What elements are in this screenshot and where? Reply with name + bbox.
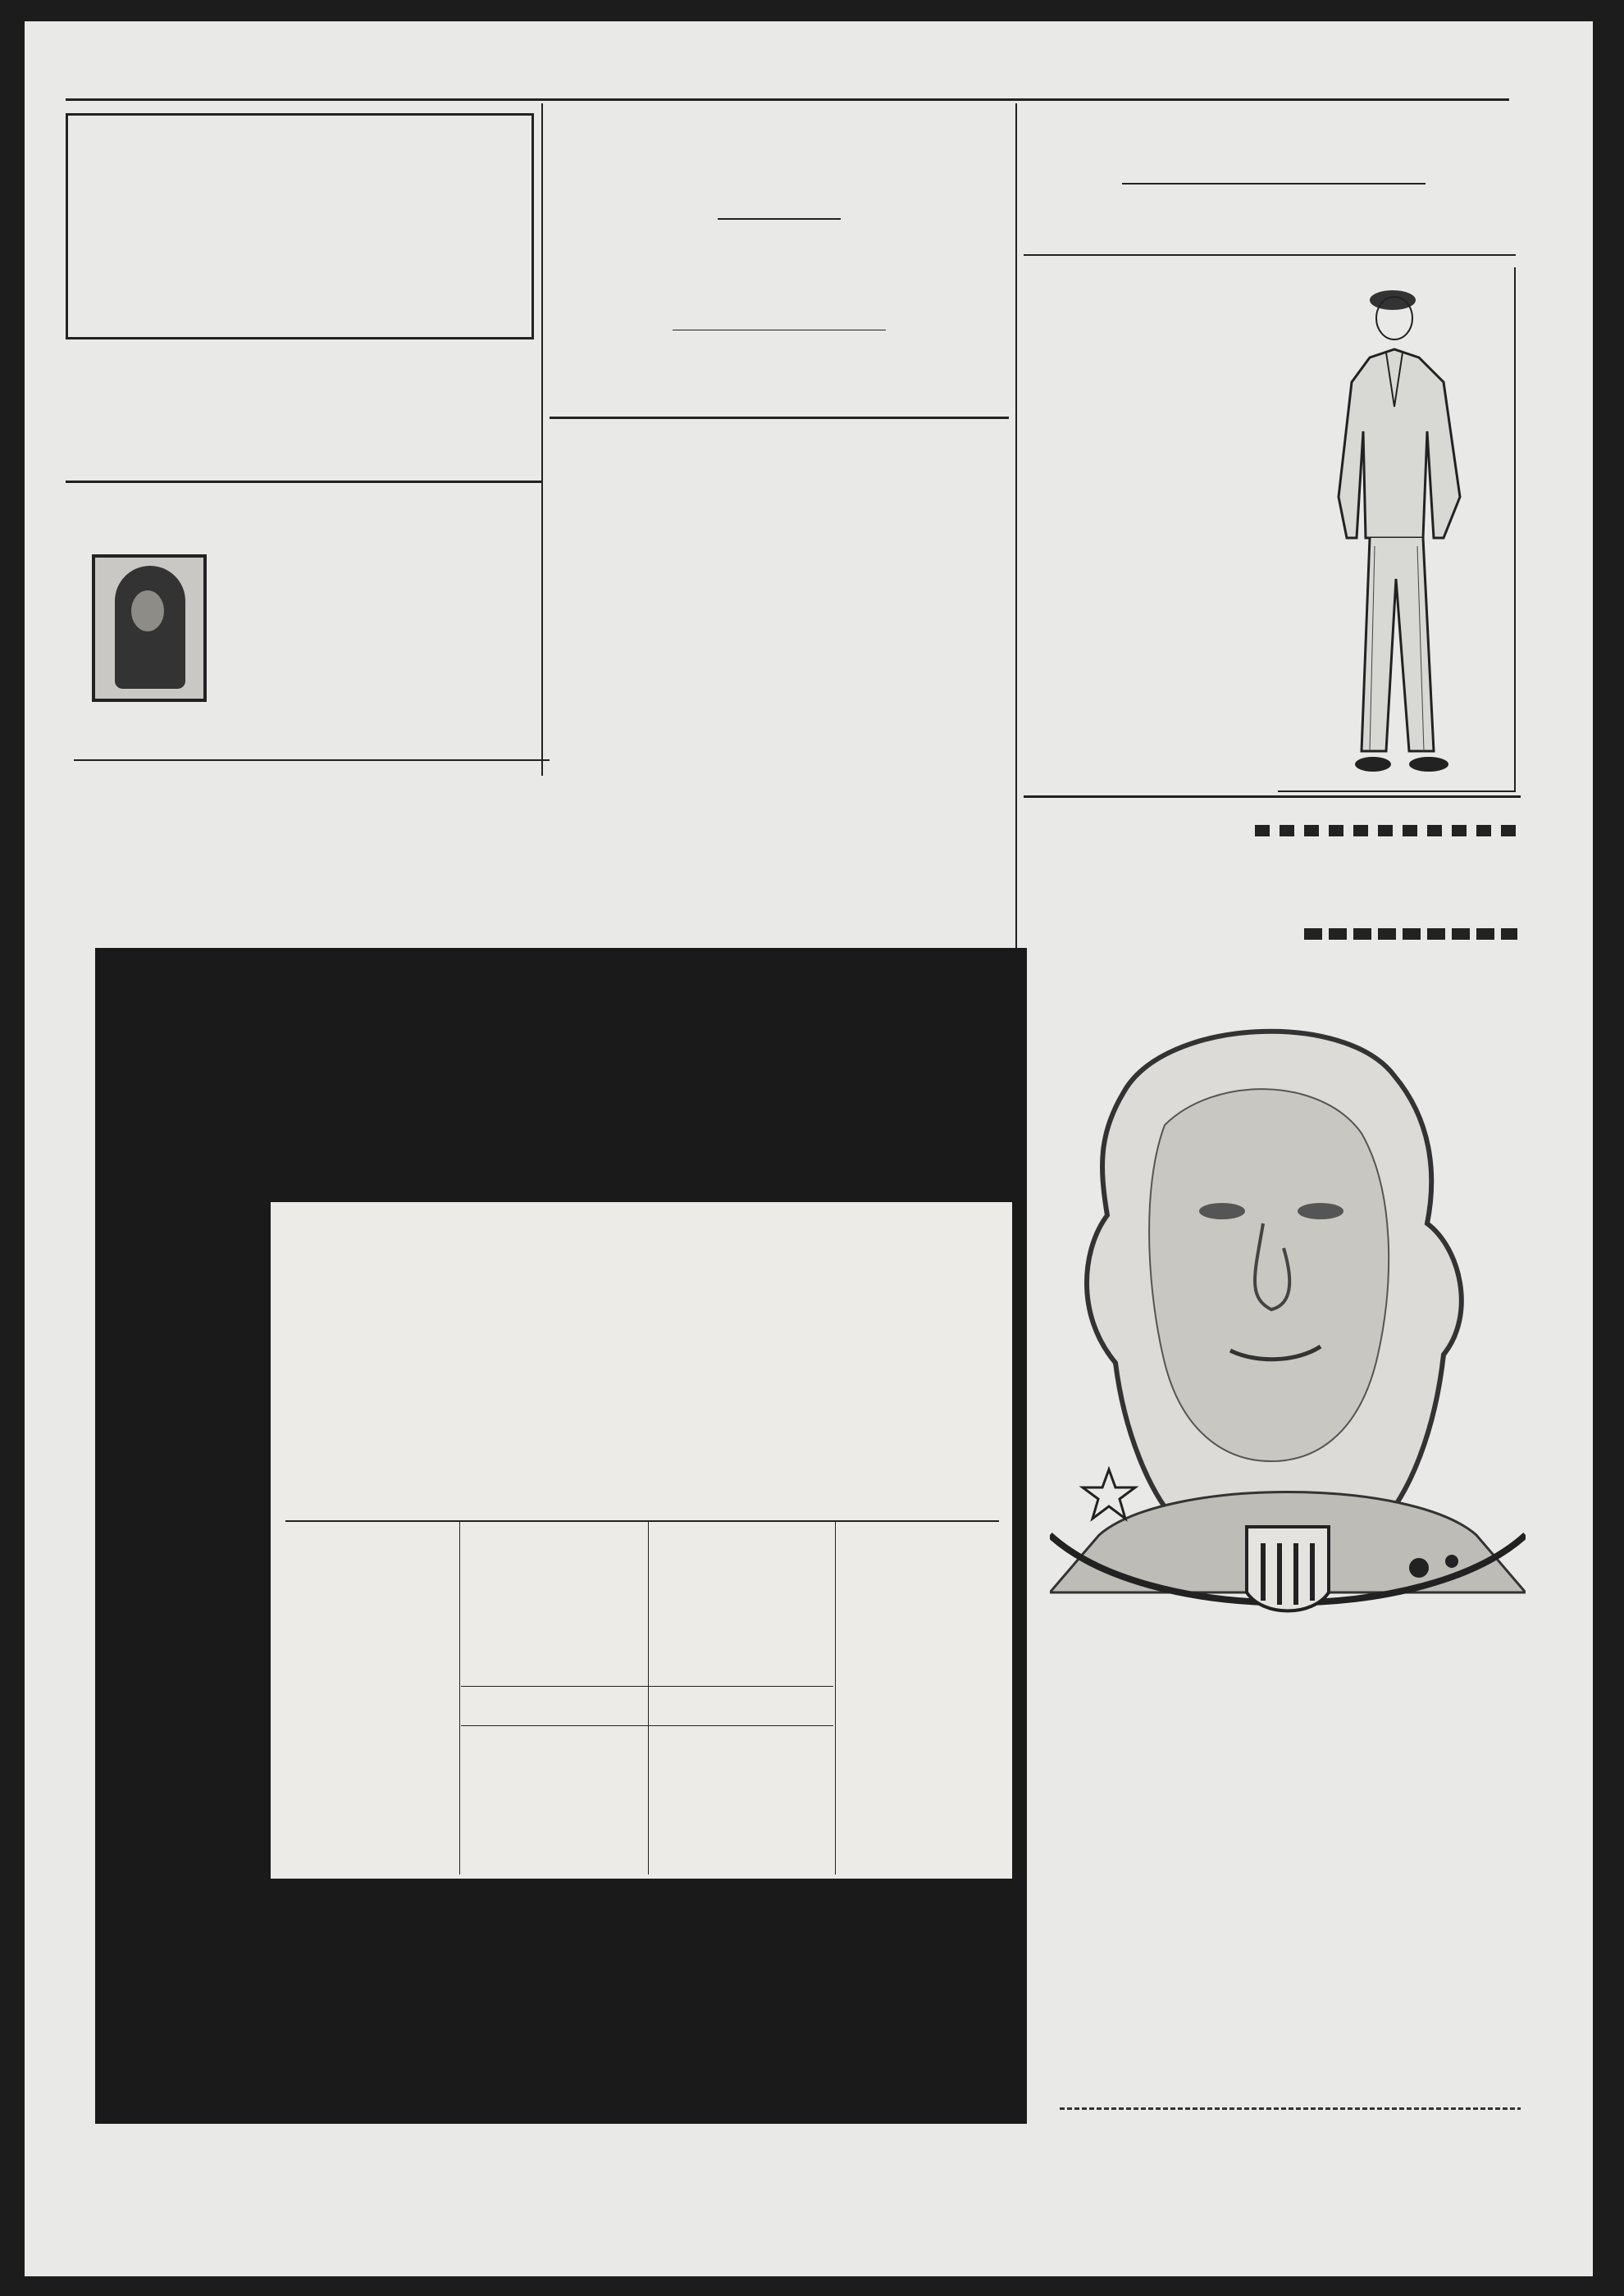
clubs-top-rule bbox=[285, 1520, 999, 1522]
offer-text-panel bbox=[271, 1202, 1012, 1879]
clubs-col-rule-2 bbox=[648, 1522, 649, 1875]
memorial-bottom-rule bbox=[1060, 2107, 1521, 2110]
palace-bottom-rule bbox=[550, 417, 1009, 419]
trousers-rule-1 bbox=[1122, 183, 1426, 184]
washington-portrait bbox=[1050, 1002, 1526, 1625]
trousers-rule-2 bbox=[1024, 254, 1516, 256]
palace-rule bbox=[718, 218, 841, 220]
clubs-col-rule-1 bbox=[459, 1522, 460, 1875]
trousers-figure-frame bbox=[1278, 267, 1516, 792]
rule-left-2 bbox=[74, 759, 550, 761]
holderness-portrait bbox=[92, 554, 207, 702]
col-divider-1 bbox=[541, 103, 543, 776]
newspaper-page bbox=[25, 21, 1593, 2276]
memorial-rule-2 bbox=[1304, 928, 1517, 940]
clubs-col-rule-3 bbox=[835, 1522, 836, 1875]
memorial-top-rule bbox=[1255, 825, 1517, 836]
hawkins-ad bbox=[66, 113, 534, 339]
special-rule-bottom bbox=[461, 1725, 833, 1726]
masthead-rule bbox=[66, 98, 1509, 101]
rule-left-1 bbox=[66, 481, 541, 483]
special-rule-top bbox=[461, 1686, 833, 1687]
trousers-bottom-rule bbox=[1024, 795, 1521, 798]
